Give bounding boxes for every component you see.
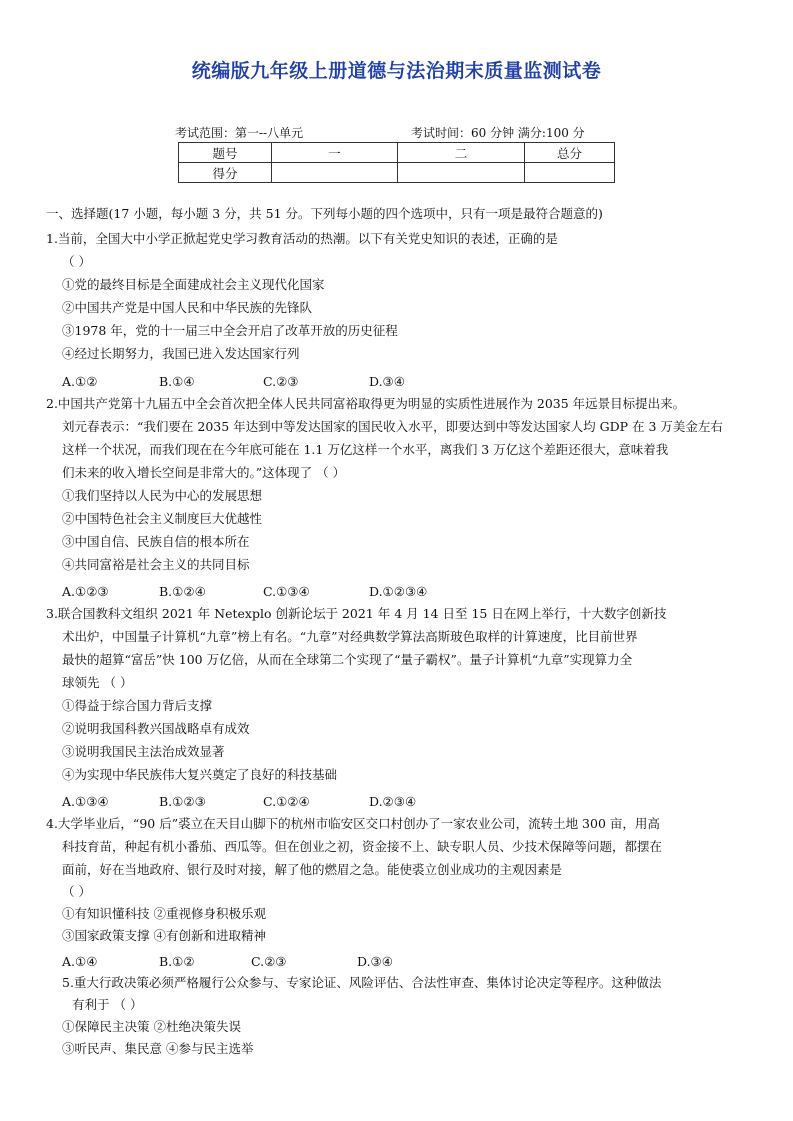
- question-1-statement: ④经过长期努力，我国已进入发达国家行列: [62, 346, 300, 361]
- question-1-line: （ ）: [62, 254, 91, 269]
- choice-b[interactable]: B.①②③: [159, 794, 206, 809]
- score-header-cell: 二: [398, 143, 525, 163]
- score-cell[interactable]: [272, 163, 398, 183]
- choice-a[interactable]: A.①②③: [62, 584, 109, 599]
- choice-a[interactable]: A.①②: [62, 374, 98, 389]
- choice-b[interactable]: B.①④: [159, 374, 195, 389]
- question-1-statement: ①党的最终目标是全面建成社会主义现代化国家: [62, 277, 325, 292]
- choice-d[interactable]: D.③④: [357, 954, 393, 969]
- exam-title: 统编版九年级上册道德与法治期末质量监测试卷: [191, 60, 602, 82]
- score-table-score-row: [179, 163, 615, 183]
- score-row-label: 得分: [179, 163, 272, 183]
- choice-c[interactable]: C.①②④: [263, 794, 310, 809]
- question-3-statement: ②说明我国科教兴国战略卓有成效: [62, 721, 250, 736]
- question-5-statement: ①保障民主决策 ②杜绝决策失误: [62, 1019, 241, 1034]
- question-3-choices: [62, 794, 416, 809]
- question-1-line: 1.当前，全国大中小学正掀起党史学习教育活动的热潮。以下有关党史知识的表述，正确的是: [46, 231, 558, 246]
- question-3-line: 3.联合国教科文组织 2021 年 Netexplo 创新论坛于 2021 年 4 月 14 日至 15 日在网上举行，十大数字创新技: [46, 606, 667, 621]
- question-4-choices: [62, 954, 393, 969]
- choice-b[interactable]: B.①②④: [159, 584, 206, 599]
- score-table: [178, 142, 615, 183]
- choice-d[interactable]: D.③④: [369, 374, 405, 389]
- question-5-line: 5.重大行政决策必须严格履行公众参与、专家论证、风险评估、合法性审查、集体讨论决定等程序。这种做法: [62, 975, 662, 990]
- question-2-line: 刘元春表示：“我们要在 2035 年达到中等发达国家的国民收入水平，即要达到中等发达国家人均 GDP 在 3 万美金左右: [62, 419, 723, 434]
- choice-b[interactable]: B.①②: [159, 954, 195, 969]
- question-1-statement: ②中国共产党是中国人民和中华民族的先锋队: [62, 300, 313, 315]
- question-1-statement: ③1978 年，党的十一届三中全会开启了改革开放的历史征程: [62, 323, 398, 338]
- question-4-line: 面前，好在当地政府、银行及时对接，解了他的燃眉之急。能使裘立创业成功的主观因素是: [62, 862, 563, 877]
- choice-c[interactable]: C.①③④: [263, 584, 310, 599]
- question-2-line: 2.中国共产党第十九届五中全会首次把全体人民共同富裕取得更为明显的实质性进展作为 2035 年远景目标提出来。: [46, 396, 686, 411]
- question-2-statement: ④共同富裕是社会主义的共同目标: [62, 557, 250, 572]
- question-5-line: 有利于 （ ）: [72, 997, 143, 1012]
- question-2-statement: ③中国自信、民族自信的根本所在: [62, 534, 250, 549]
- section-heading: 一、选择题(17 小题，每小题 3 分，共 51 分。下列每小题的四个选项中，只有一项是最符合题意的): [46, 206, 603, 221]
- score-header-cell: 总分: [525, 143, 615, 163]
- question-3-line: 术出炉，中国量子计算机“九章”榜上有名。“九章”对经典数学算法高斯玻色取样的计算速度，比目前世界: [62, 629, 638, 644]
- question-4-line: 科技育苗，种起有机小番茄、西瓜等。但在创业之初，资金接不上、缺专职人员、少技术保障等问题，都摆在: [62, 839, 663, 854]
- question-4-line: 4.大学毕业后，“90 后”裘立在天目山脚下的杭州市临安区交口村创办了一家农业公司，流转土地 300 亩，用高: [46, 816, 660, 831]
- choice-a[interactable]: A.①④: [62, 954, 98, 969]
- question-3-statement: ④为实现中华民族伟大复兴奠定了良好的科技基础: [62, 767, 338, 782]
- question-2-line: 这样一个状况，而我们现在在今年底可能在 1.1 万亿这样一个水平，离我们 3 万亿这个差距还很大，意味着我: [62, 442, 669, 457]
- question-2-line: 们未来的收入增长空间是非常大的。”这体现了 （ ）: [62, 465, 346, 480]
- score-table-header-row: [179, 143, 615, 163]
- choice-c[interactable]: C.②③: [251, 954, 287, 969]
- score-cell[interactable]: [398, 163, 525, 183]
- score-header-cell: 题号: [179, 143, 272, 163]
- question-2-choices: [62, 584, 427, 599]
- question-3-line: 球领先 （ ）: [62, 675, 133, 690]
- exam-range: 考试范围：第一--八单元: [175, 126, 304, 140]
- question-3-line: 最快的超算“富岳”快 100 万亿倍，从而在全球第二个实现了“量子霸权”。量子计算机“九章”实现算力全: [62, 652, 633, 667]
- choice-c[interactable]: C.②③: [263, 374, 299, 389]
- choice-d[interactable]: D.②③④: [369, 794, 417, 809]
- question-2-statement: ②中国特色社会主义制度巨大优越性: [62, 511, 263, 526]
- score-cell[interactable]: [525, 163, 615, 183]
- score-header-cell: 一: [272, 143, 398, 163]
- question-4-line: （ ）: [62, 884, 91, 899]
- question-2-statement: ①我们坚持以人民为中心的发展思想: [62, 488, 263, 503]
- question-4-statement: ③国家政策支撑 ④有创新和进取精神: [62, 928, 266, 943]
- question-5-statement: ③听民声、集民意 ④参与民主选举: [62, 1041, 254, 1056]
- exam-time: 考试时间：60 分钟 满分:100 分: [411, 126, 585, 140]
- question-1-choices: [62, 374, 405, 389]
- question-4-statement: ①有知识懂科技 ②重视修身积极乐观: [62, 906, 266, 921]
- question-3-statement: ①得益于综合国力背后支撑: [62, 698, 213, 713]
- choice-d[interactable]: D.①②③④: [369, 584, 428, 599]
- question-3-statement: ③说明我国民主法治成效显著: [62, 744, 225, 759]
- choice-a[interactable]: A.①③④: [62, 794, 109, 809]
